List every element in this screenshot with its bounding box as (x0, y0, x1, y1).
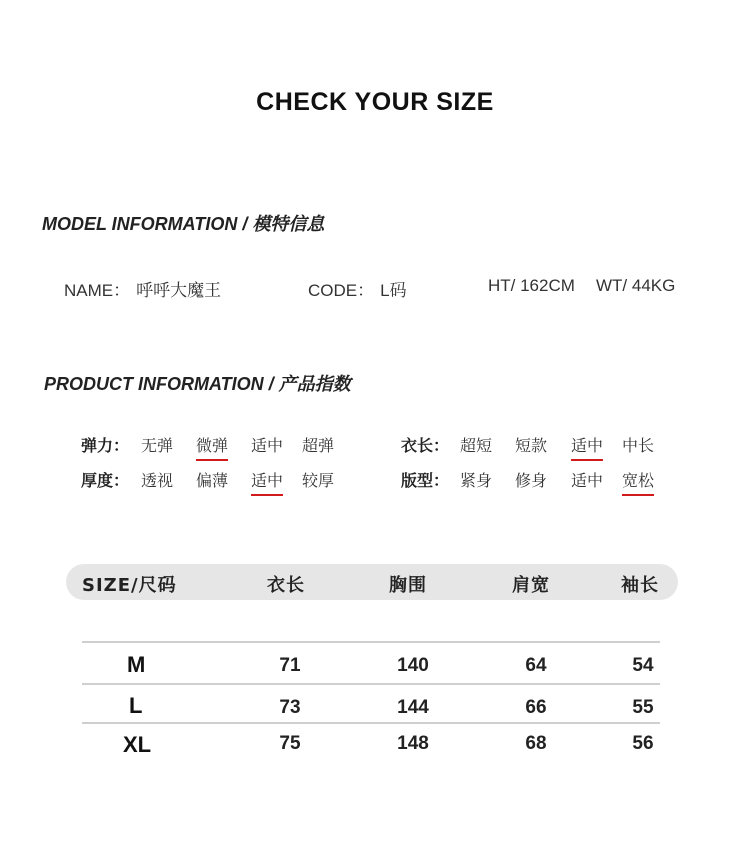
fit-option: 紧身 (460, 471, 493, 490)
table-cell: 56 (632, 733, 654, 754)
elasticity-option: 适中 (251, 436, 284, 455)
length-option: 中长 (622, 436, 655, 455)
table-cell: 75 (279, 733, 301, 754)
elasticity-option: 无弹 (141, 436, 174, 455)
model-info-heading: MODEL INFORMATION / 模特信息 (42, 214, 325, 234)
size-label-m: M (127, 652, 146, 677)
page-title: CHECK YOUR SIZE (256, 88, 494, 116)
size-label-xl: XL (123, 732, 152, 757)
table-cell: 144 (397, 697, 429, 718)
model-name (64, 276, 221, 301)
table-cell: 55 (632, 697, 654, 718)
thickness-option: 较厚 (302, 471, 335, 490)
thickness-label: 厚度： (81, 471, 130, 490)
table-cell: 73 (279, 697, 301, 718)
size-label-l: L (129, 693, 143, 718)
table-divider (82, 722, 660, 724)
table-divider (82, 683, 660, 685)
header-length: 衣长 (267, 575, 305, 596)
fit-option-selected: 宽松 (622, 468, 654, 496)
length-option: 超短 (460, 436, 493, 455)
length-option: 短款 (515, 436, 548, 455)
table-cell: 148 (397, 733, 429, 754)
model-height: HT/ 162CM (488, 276, 575, 295)
model-code (308, 276, 407, 301)
model-code-key: CODE： (308, 281, 375, 300)
header-shoulder: 肩宽 (512, 575, 550, 596)
header-size: SIZE/尺码 (82, 575, 177, 596)
product-info-heading: PRODUCT INFORMATION / 产品指数 (44, 374, 351, 394)
fit-option: 修身 (515, 471, 548, 490)
length-label: 衣长： (401, 436, 450, 455)
model-name-value: 呼呼大魔王 (136, 281, 222, 300)
elasticity-label: 弹力： (81, 436, 130, 455)
thickness-option: 偏薄 (196, 471, 229, 490)
length-option-selected: 适中 (571, 433, 603, 461)
table-cell: 140 (397, 655, 429, 676)
header-sleeve: 袖长 (621, 575, 659, 596)
elasticity-option: 超弹 (302, 436, 335, 455)
table-cell: 54 (632, 655, 654, 676)
model-name-key: NAME： (64, 281, 131, 300)
model-code-value: L码 (380, 281, 407, 300)
model-weight: WT/ 44KG (596, 276, 676, 295)
fit-label: 版型： (401, 471, 450, 490)
fit-option: 适中 (571, 471, 604, 490)
table-cell: 64 (525, 655, 547, 676)
thickness-option-selected: 适中 (251, 468, 283, 496)
table-cell: 71 (279, 655, 301, 676)
table-divider (82, 641, 660, 643)
thickness-option: 透视 (141, 471, 174, 490)
table-cell: 68 (525, 733, 547, 754)
header-chest: 胸围 (389, 575, 427, 596)
elasticity-option-selected: 微弹 (196, 433, 228, 461)
table-cell: 66 (525, 697, 547, 718)
